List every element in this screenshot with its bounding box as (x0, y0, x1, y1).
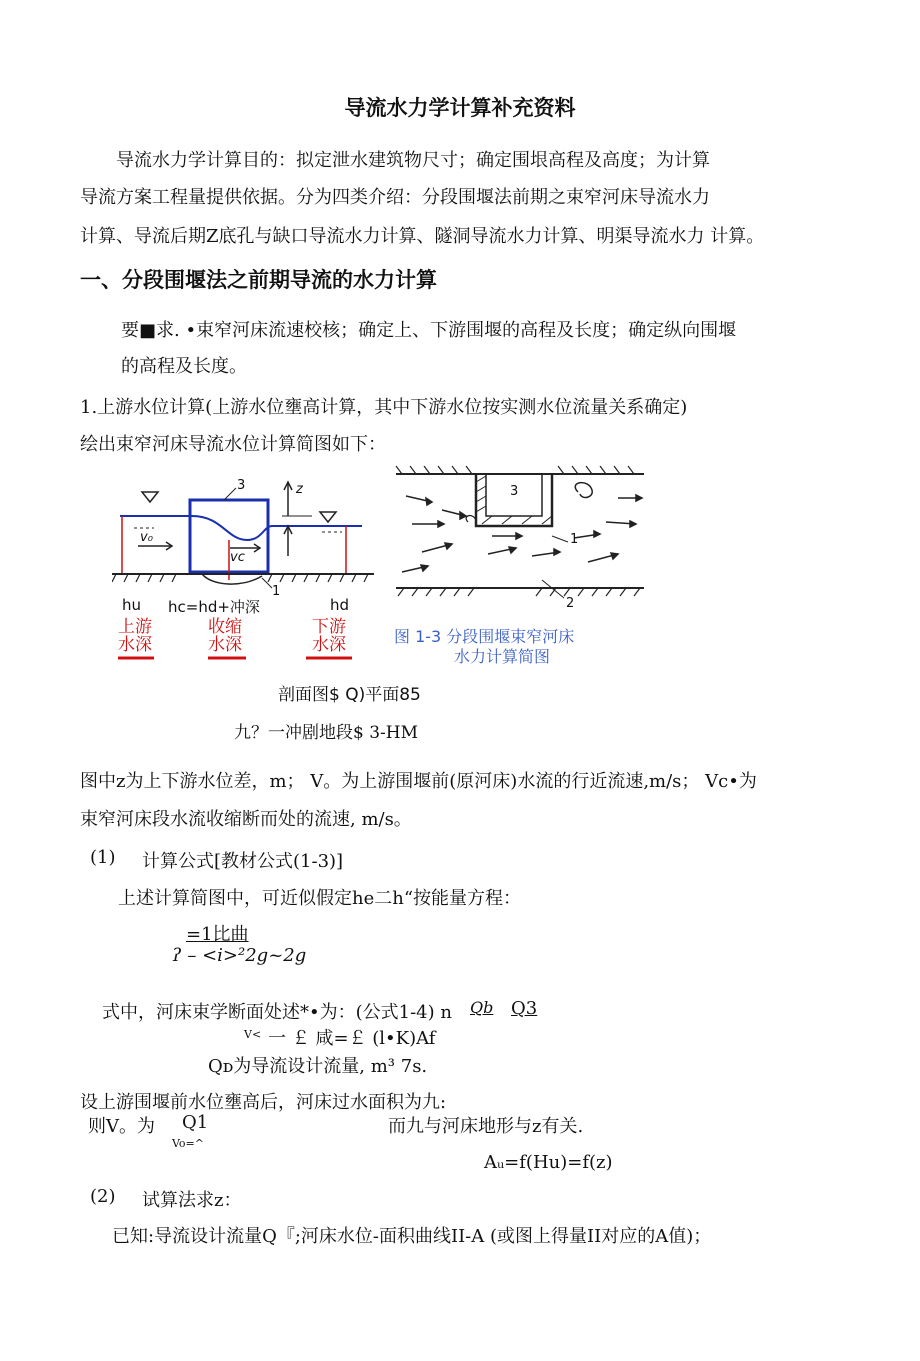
label-downstream-depth (312, 618, 346, 654)
intro-line-3: 计算、导流后期Z底孔与缺口导流水力计算、隧洞导流水力计算、明渠导流水力 计算。 (80, 226, 765, 247)
area-function: Aᵤ=f(Hu)=f(z) (484, 1152, 613, 1173)
requirements-line-2: 的高程及长度。 (121, 356, 247, 377)
section-figure (112, 472, 374, 672)
section-heading: 一、分段围堰法之前期导流的水力计算 (80, 268, 437, 292)
description-line-2: 束窄河床段水流收缩断而处的流速, m/s。 (80, 809, 412, 830)
label-hc: hc=hd+冲深 (168, 598, 260, 616)
label-1: 1 (272, 584, 281, 599)
calc-label: 计算公式[教材公式(1-3)] (142, 851, 344, 872)
plan-label-1: 1 (570, 532, 579, 547)
known-line: 已知:导流设计流量Q『;河床水位-面积曲线II-A (或图上得量II对应的A值)； (112, 1226, 712, 1247)
calc-number: (1) (90, 847, 116, 868)
label-contraction-depth (208, 618, 242, 654)
trial-number: (2) (90, 1186, 116, 1207)
label-downstream-line1: 下游 (312, 617, 346, 637)
label-contraction-line1: 收缩 (208, 617, 242, 637)
page-title: 导流水力学计算补充资料 (344, 96, 576, 120)
figure-caption-a: 剖面图$ Q)平面85 (278, 685, 421, 705)
label-z: z (296, 482, 303, 497)
label-hu: hu (122, 596, 142, 614)
intro-line-2: 导流方案工程量提供依据。分为四类介绍：分段围堰法前期之束窄河床导流水力 (80, 187, 710, 208)
formula-desc-c: Q3 (511, 998, 538, 1019)
label-downstream-line2: 水深 (312, 635, 346, 655)
figure-caption-b: 九？一冲剧地段$ 3-HM (234, 723, 419, 743)
plan-caption-line1: 图 1-3 分段围堰束窄河床 (394, 627, 575, 646)
label-3: 3 (237, 478, 246, 493)
then-relation: 而九与河床地形与z有关. (388, 1116, 584, 1137)
label-v0: v₀ (140, 530, 153, 545)
label-upstream-depth (118, 618, 152, 654)
then-vo: Vo=^ (172, 1137, 204, 1150)
label-upstream-line2: 水深 (118, 635, 152, 655)
requirements-line-1: 要■求. •束窄河床流速校核；确定上、下游围堰的高程及长度；确定纵向围堰 (121, 320, 737, 341)
label-contraction-line2: 水深 (208, 635, 242, 655)
item-1-heading: 1.上游水位计算(上游水位壅高计算，其中下游水位按实测水位流量关系确定) (80, 397, 688, 418)
label-hd: hd (330, 596, 350, 614)
formula-desc-a: 式中，河床束学断面处述*•为：(公式1-4) n (102, 1002, 452, 1023)
then-q1: Q1 (182, 1112, 209, 1133)
plan-caption-line2: 水力计算简图 (454, 647, 551, 666)
calc-line: 上述计算简图中，可近似假定he二h“按能量方程： (118, 888, 522, 909)
formula-3-prefix: V< (244, 1028, 262, 1041)
trial-label: 试算法求z： (142, 1190, 242, 1211)
qd-definition: Qᴅ为导流设计流量, m³ 7s. (208, 1056, 428, 1077)
plan-figure (392, 462, 652, 672)
item-1-subtext: 绘出束窄河床导流水位计算简图如下： (80, 434, 386, 455)
formula-line-2: ʔ – <i>²2g~2g (172, 945, 307, 966)
label-upstream-line1: 上游 (118, 617, 152, 637)
formula-desc-b: Qb (470, 998, 494, 1017)
then-label: 则V。为 (88, 1116, 155, 1137)
description-line-1: 图中z为上下游水位差，m； V。为上游围堰前(原河床)水流的行近流速,m/s； Vc•为 (80, 771, 757, 792)
label-vc: vc (230, 550, 245, 565)
plan-label-2: 2 (566, 596, 575, 611)
intro-line-1: 导流水力学计算目的：拟定泄水建筑物尺寸；确定围垠高程及高度；为计算 (116, 150, 710, 171)
plan-label-3: 3 (510, 484, 519, 499)
formula-3: 一 ￡ 咸=￡ (l•K)Af (268, 1028, 436, 1049)
set-line: 设上游围堰前水位壅高后，河床过水面积为九: (80, 1092, 447, 1113)
formula-line-1: =1比曲 (186, 924, 249, 945)
